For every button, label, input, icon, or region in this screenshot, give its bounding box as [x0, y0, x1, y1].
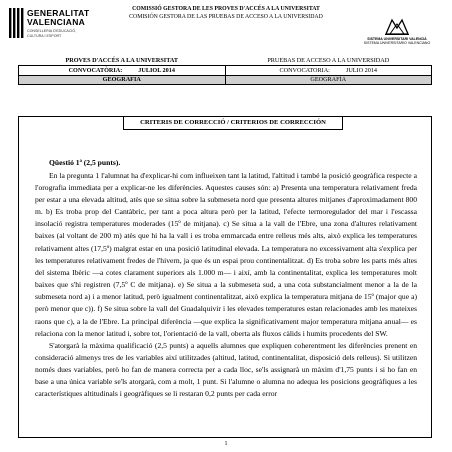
subject-spanish: GEOGRAFÍA — [225, 75, 432, 85]
page-number: 1 — [224, 441, 228, 447]
page-header — [0, 0, 452, 56]
generalitat-logo — [8, 6, 94, 50]
exam-info-table — [18, 56, 432, 85]
criteria-body — [35, 157, 417, 401]
logo-line-1: GENERALITAT — [27, 8, 90, 18]
question-heading: Qüestió 1ª (2,5 punts). — [49, 158, 121, 167]
header-title-valencian: COMISSIÓ GESTORA DE LES PROVES D'ACCÉS A LA UNIVERSITAT — [132, 6, 320, 12]
subject-valencian: GEOGRAFIA — [19, 75, 226, 85]
criteria-content-box — [18, 116, 432, 438]
proves-valencian: PROVES D'ACCÉS A LA UNIVERSITAT — [65, 57, 179, 64]
suv-logo-line-1: SISTEMA UNIVERSITARI VALENCIÀ — [367, 37, 427, 41]
convocatoria-valencian — [19, 66, 226, 76]
university-system-emblem-icon — [384, 16, 410, 36]
header-title-spanish: COMISIÓN GESTORA DE LAS PRUEBAS DE ACCESO A LA UNIVERSIDAD — [129, 14, 323, 20]
suv-logo — [354, 16, 440, 52]
conv-va-value: JULIOL 2014 — [138, 66, 175, 74]
convocatoria-spanish — [225, 66, 432, 76]
suv-logo-line-2: SISTEMA UNIVERSITARIO VALENCIANO — [363, 41, 431, 46]
conv-es-label: CONVOCATORIA: — [279, 66, 330, 74]
generalitat-emblem-icon — [8, 8, 24, 38]
logo-line-2: VALENCIANA — [27, 17, 86, 27]
paragraph-2: S'atorgarà la màxima qualificació (2,5 punts) a aquells alumnes que expliquen coherentment les diferències prenent en consideració almenys tres de les variables així utilitzades (altitud, latitud, continentalitat, disposició dels relleus). Si utilitzen només dues variables, però ho fan de manera correcta per a cada lloc, se'ls assignarà un màxim d'1,75 punts i si ho fan en base a una única variable se'ls atorgarà, com a molt, 1 punt. Si l'alumne o alumna no adequa les posicions geogràfiques a les característiques altitudinals i geogràfiques se li restaran 0,2 punts per cada error — [35, 340, 417, 399]
conv-va-label: CONVOCATÒRIA: — [68, 66, 123, 74]
conv-es-value: JULIO 2014 — [345, 66, 378, 74]
logo-subtitle: CONSELLERIA D'EDUCACIÓ, CULTURA I ESPORT — [27, 29, 77, 38]
paragraph-1: En la pregunta 1 l'alumnat ha d'explicar-hi com influeixen tant la latitud, l'altitud i també la posició geogràfica respecte a l'orografia immediata per a explicar-ne les diferències. Aquestes causes són: a) Presenta una temperatura relativament freda per estar a una elevada altitud, atès que se situa sobre la submeseta nord que presenta altures mitjanes d'aproximadament 800 m. b) Es troba prop del Cantàbric, per tant a poca altura però per la latitud, l'efecte termoregulador del mar i l'escassa insolació registra temperatures moderades (15º de mitjana). c) Se situa a la vall de l'Ebre, una zona d'altures relativament baixes (al voltant de 200 m) atès que hi ha la vall i es troba emmarcada entre relleus més alts, això explica les temperatures relativament altes (17,5º) malgrat estar en una posició latitudinal elevada. La temperatura no excessivament alta s'explica per les temperatures relativament fredes de l'hivern, ja que és un espai prou continentalitzat. d) Es troba sobre les parts més altes del sistema Ibèric —a cotes clarament superiors als 1.000 m— i així, amb la continentalitat, explica les temperatures molt baixes que s'hi registren (7,5º C de mitjana). e) Se situa a la submeseta sud, a una cota substancialment menor a la de la submeseta nord a) i a menor latitud, però igualment continentalitzat, això explica la temperatura mitjana de 15º (major que a) però menor que c)). f) Se situa sobre la vall del Guadalquivir i les elevades temperatures estan relacionades amb les mateixes raons que c), a la de l'Ebre. La principal diferència —que explica la significativament major temperatura mitjana anual— es relaciona con la menor latitud i, sobre tot, l'orientació de la vall, oberta als fluxos càlids i humits procedents del SW. — [35, 170, 417, 338]
criteria-title: CRITERIS DE CORRECCIÓ / CRITERIOS DE CORRECCIÓN — [123, 117, 343, 130]
proves-spanish: PRUEBAS DE ACCESO A LA UNIVERSIDAD — [267, 57, 390, 64]
